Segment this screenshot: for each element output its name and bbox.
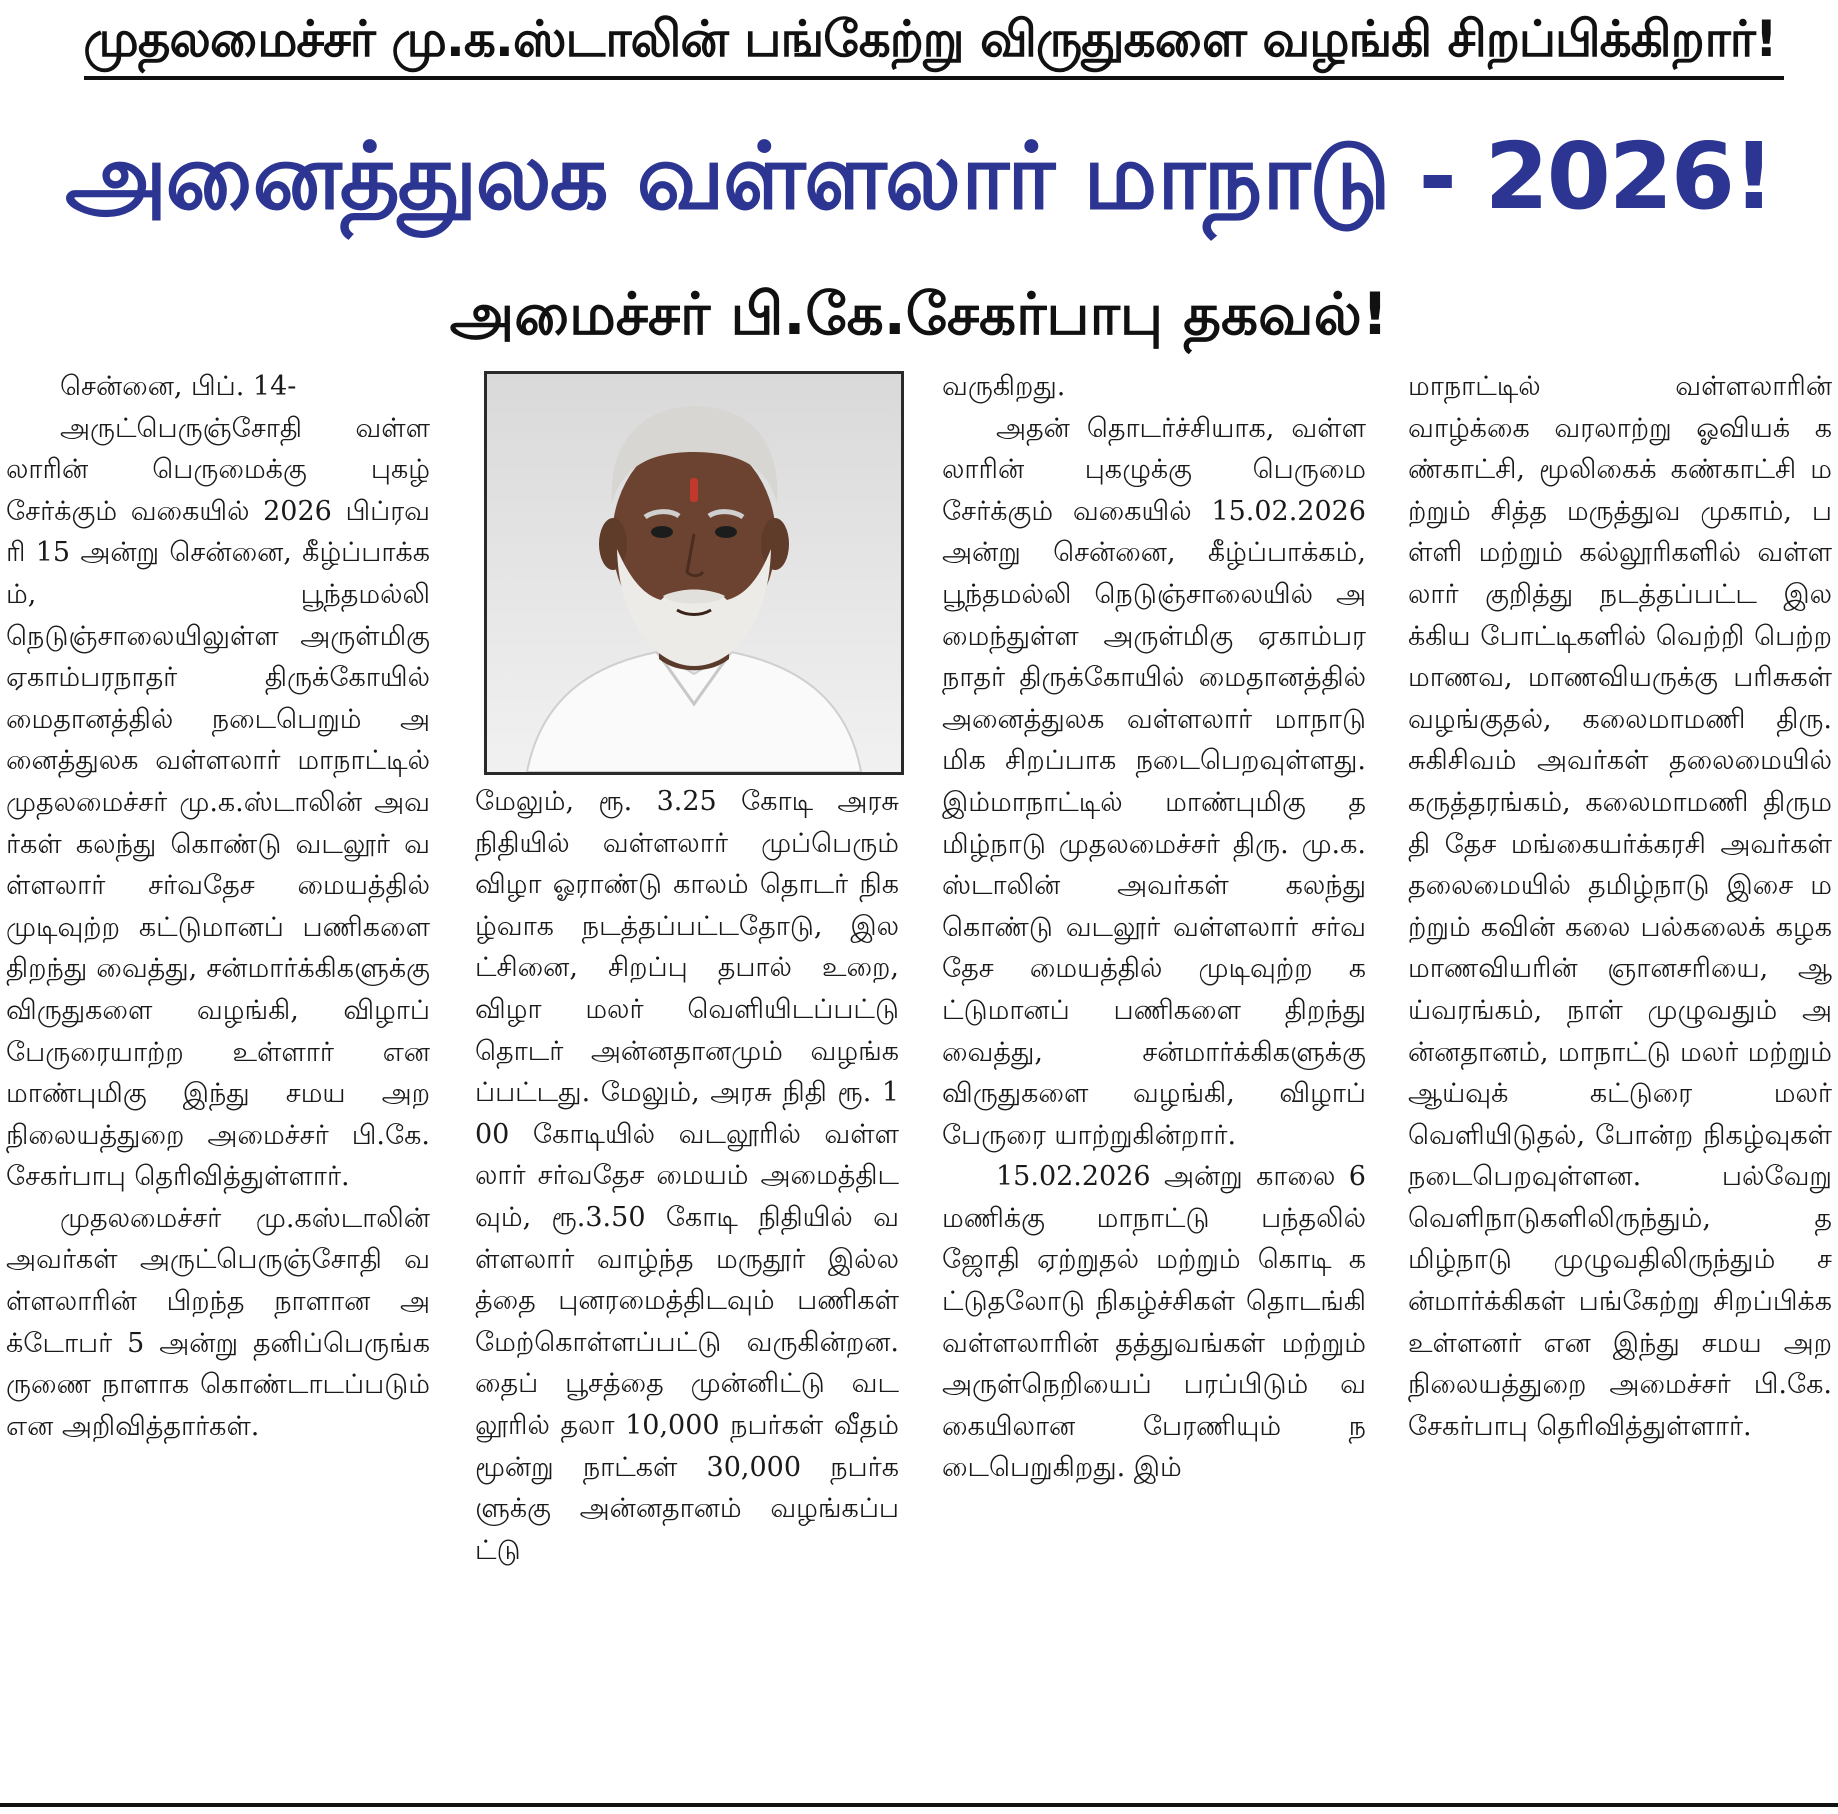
portrait-illustration [487, 374, 901, 772]
main-headline: அனைத்துலக வள்ளலார் மாநாடு - 2026! [65, 123, 1773, 230]
paragraph: முதலமைச்சர் மு.கஸ்டாலின் அவர்கள் அருட்பெருஞ்சோதி வள்ளலாரின் பிறந்த நாளான அக்டோபர் 5 அன்று தனிப்பெருங்கருணை நாளாக கொண்டாடப்படும் என அறிவித்தார்கள். [6, 1202, 430, 1442]
article-column-2 [475, 781, 899, 1773]
kicker-underline [84, 76, 1784, 80]
article-column-4 [1408, 366, 1832, 1772]
kicker-headline: முதலமைச்சர் மு.க.ஸ்டாலின் பங்கேற்று விருதுகளை வழங்கி சிறப்பிக்கிறார்! [83, 10, 1777, 68]
dateline: சென்னை, பிப். 14- [60, 371, 297, 402]
bottom-border [0, 1803, 1838, 1807]
paragraph: அதன் தொடர்ச்சியாக, வள்ளலாரின் புகழுக்கு பெருமை சேர்க்கும் வகையில் 15.02.2026 அன்று சென்னை, கீழ்ப்பாக்கம், பூந்தமல்லி நெடுஞ்சாலையில் அமைந்துள்ள அருள்மிகு ஏகாம்பரநாதர் திருக்கோயில் மைதானத்தில் அனைத்துலக வள்ளலார் மாநாடு மிக சிறப்பாக நடைபெறவுள்ளது. இம்மாநாட்டில் மாண்புமிகு தமிழ்நாடு முதலமைச்சர் திரு. மு.க.ஸ்டாலின் அவர்கள் கலந்து கொண்டு வடலூர் வள்ளலார் சர்வதேச மையத்தில் முடிவுற்ற கட்டுமானப் பணிகளை திறந்து வைத்து, சன்மார்க்கிகளுக்கு விருதுகளை வழங்கி, விழாப் பேருரை யாற்றுகின்றார். [942, 412, 1366, 1151]
paragraph-continuation: வருகிறது. [942, 371, 1066, 402]
paragraph: 15.02.2026 அன்று காலை 6 மணிக்கு மாநாட்டு பந்தலில் ஜோதி ஏற்றுதல் மற்றும் கொடி கட்டுதலோடு நிகழ்ச்சிகள் தொடங்கி வள்ளலாரின் தத்துவங்கள் மற்றும் அருள்நெறியைப் பரப்பிடும் வகையிலான பேரணியும் நடைபெறுகிறது. இம் [942, 1161, 1366, 1484]
sub-headline: அமைச்சர் பி.கே.சேகர்பாபு தகவல்! [449, 280, 1389, 348]
paragraph: மேலும், ரூ. 3.25 கோடி அரசு நிதியில் வள்ளலார் முப்பெரும் விழா ஓராண்டு காலம் தொடர் நிகழ்வாக நடத்தப்பட்டதோடு, இலட்சினை, சிறப்பு தபால் உறை, விழா மலர் வெளியிடப்பட்டு தொடர் அன்னதானமும் வழங்கப்பட்டது. மேலும், அரசு நிதி ரூ. 100 கோடியில் வடலூரில் வள்ளலார் சர்வதேச மையம் அமைத்திடவும், ரூ.3.50 கோடி நிதியில் வள்ளலார் வாழ்ந்த மருதூர் இல்லத்தை புனரமைத்திடவும் பணிகள் மேற்கொள்ளப்பட்டு வருகின்றன. தைப் பூசத்தை முன்னிட்டு வடலூரில் தலா 10,000 நபர்கள் வீதம் மூன்று நாட்கள் 30,000 நபர்களுக்கு அன்னதானம் வழங்கப்பட்டு [475, 786, 899, 1566]
paragraph: மாநாட்டில் வள்ளலாரின் வாழ்க்கை வரலாற்று ஓவியக் கண்காட்சி, மூலிகைக் கண்காட்சி மற்றும் சித்த மருத்துவ முகாம், பள்ளி மற்றும் கல்லூரிகளில் வள்ளலார் குறித்து நடத்தப்பட்ட இலக்கிய போட்டிகளில் வெற்றி பெற்ற மாணவ, மாணவியருக்கு பரிசுகள் வழங்குதல், கலைமாமணி திரு. சுகிசிவம் அவர்கள் தலைமையில் கருத்தரங்கம், கலைமாமணி திருமதி தேச மங்கையர்க்கரசி அவர்கள் தலைமையில் தமிழ்நாடு இசை மற்றும் கவின் கலை பல்கலைக் கழக மாணவியரின் ஞானசரியை, ஆய்வரங்கம், நாள் முழுவதும் அன்னதானம், மாநாட்டு மலர் மற்றும் ஆய்வுக் கட்டுரை மலர் வெளியிடுதல், போன்ற நிகழ்வுகள் நடைபெறவுள்ளன. பல்வேறு வெளிநாடுகளிலிருந்தும், தமிழ்நாடு முழுவதிலிருந்தும் சன்மார்க்கிகள் பங்கேற்று சிறப்பிக்க உள்ளனர் என இந்து சமய அறநிலையத்துறை அமைச்சர் பி.கே.சேகர்பாபு தெரிவித்துள்ளார். [1408, 371, 1832, 1442]
minister-portrait-photo [484, 371, 904, 775]
article-column-3 [942, 366, 1366, 1772]
paragraph: அருட்பெருஞ்சோதி வள்ளலாரின் பெருமைக்கு புகழ் சேர்க்கும் வகையில் 2026 பிப்ரவரி 15 அன்று சென்னை, கீழ்ப்பாக்கம், பூந்தமல்லி நெடுஞ்சாலையிலுள்ள அருள்மிகு ஏகாம்பரநாதர் திருக்கோயில் மைதானத்தில் நடைபெறும் அனைத்துலக வள்ளலார் மாநாட்டில் முதலமைச்சர் மு.க.ஸ்டாலின் அவர்கள் கலந்து கொண்டு வடலூர் வள்ளலார் சர்வதேச மையத்தில் முடிவுற்ற கட்டுமானப் பணிகளை திறந்து வைத்து, சன்மார்க்கிகளுக்கு விருதுகளை வழங்கி, விழாப் பேருரையாற்ற உள்ளார் என மாண்புமிகு இந்து சமய அறநிலையத்துறை அமைச்சர் பி.கே.சேகர்பாபு தெரிவித்துள்ளார். [6, 412, 430, 1193]
article-column-1 [6, 366, 430, 1772]
